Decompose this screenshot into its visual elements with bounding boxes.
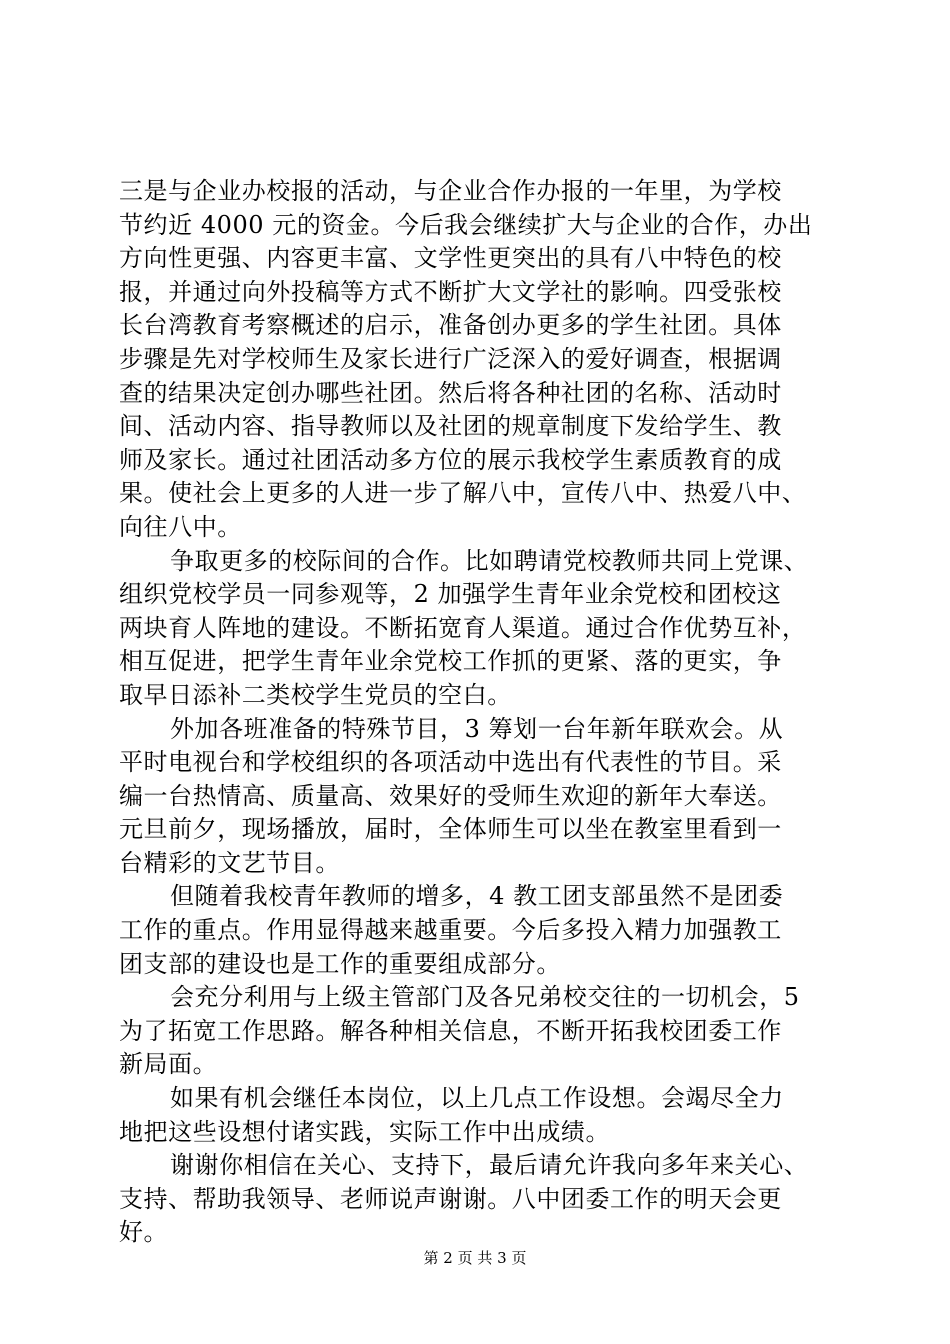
text-line: 取早日添补二类校学生党员的空白。 (119, 680, 512, 709)
paragraph-first-line: 争取更多的校际间的合作。比如聘请党校教师共同上党课、 (170, 546, 809, 575)
body-text (119, 175, 835, 1250)
text-line: 间、活动内容、指导教师以及社团的规章制度下发给学生、教 (119, 412, 782, 441)
text-line: 平时电视台和学校组织的各项活动中选出有代表性的节目。采 (119, 748, 782, 777)
paragraph-first-line: 但随着我校青年教师的增多，4 教工团支部虽然不是团委 (170, 882, 784, 911)
text-line: 报，并通过向外投稿等方式不断扩大文学社的影响。四受张校 (119, 277, 782, 306)
text-line: 师及家长。通过社团活动多方位的展示我校学生素质教育的成 (119, 445, 782, 474)
text-line: 节约近 4000 元的资金。今后我会继续扩大与企业的合作，办出 (119, 210, 813, 239)
text-line: 查的结果决定创办哪些社团。然后将各种社团的名称、活动时 (119, 378, 782, 407)
page-number-footer: 第 2 页 共 3 页 (423, 1249, 527, 1267)
text-line: 向往八中。 (119, 512, 242, 541)
text-line: 组织党校学员一同参观等，2 加强学生青年业余党校和团校这 (119, 580, 782, 609)
text-line: 长台湾教育考察概述的启示，准备创办更多的学生社团。具体 (119, 311, 782, 340)
text-line: 好。 (119, 1218, 169, 1247)
paragraph-first-line: 会充分利用与上级主管部门及各兄弟校交往的一切机会，5 (170, 983, 800, 1012)
text-line: 步骤是先对学校师生及家长进行广泛深入的爱好调查，根据调 (119, 344, 782, 373)
text-line: 团支部的建设也是工作的重要组成部分。 (119, 949, 561, 978)
text-line: 台精彩的文艺节目。 (119, 848, 340, 877)
text-line: 为了拓宽工作思路。解各种相关信息，不断开拓我校团委工作 (119, 1016, 782, 1045)
paragraph-first-line: 如果有机会继任本岗位，以上几点工作设想。会竭尽全力 (170, 1084, 784, 1113)
paragraph-first-line: 外加各班准备的特殊节目，3 筹划一台年新年联欢会。从 (170, 714, 784, 743)
text-line: 三是与企业办校报的活动，与企业合作办报的一年里，为学校 (119, 177, 782, 205)
text-line: 支持、帮助我领导、老师说声谢谢。八中团委工作的明天会更 (119, 1184, 782, 1213)
text-line: 两块育人阵地的建设。不断拓宽育人渠道。通过合作优势互补， (119, 613, 807, 642)
text-line: 新局面。 (119, 1050, 218, 1079)
text-line: 工作的重点。作用显得越来越重要。今后多投入精力加强教工 (119, 916, 782, 945)
text-line: 地把这些设想付诸实践，实际工作中出成绩。 (119, 1117, 610, 1146)
text-line: 果。使社会上更多的人进一步了解八中，宣传八中、热爱八中、 (119, 479, 807, 508)
paragraph-first-line: 谢谢你相信在关心、支持下，最后请允许我向多年来关心、 (170, 1151, 809, 1180)
text-line: 方向性更强、内容更丰富、文学性更突出的具有八中特色的校 (119, 244, 782, 273)
text-line: 相互促进，把学生青年业余党校工作抓的更紧、落的更实，争 (119, 647, 782, 676)
text-line: 编一台热情高、质量高、效果好的受师生欢迎的新年大奉送。 (119, 781, 782, 810)
text-line: 元旦前夕，现场播放，届时，全体师生可以坐在教室里看到一 (119, 815, 782, 844)
